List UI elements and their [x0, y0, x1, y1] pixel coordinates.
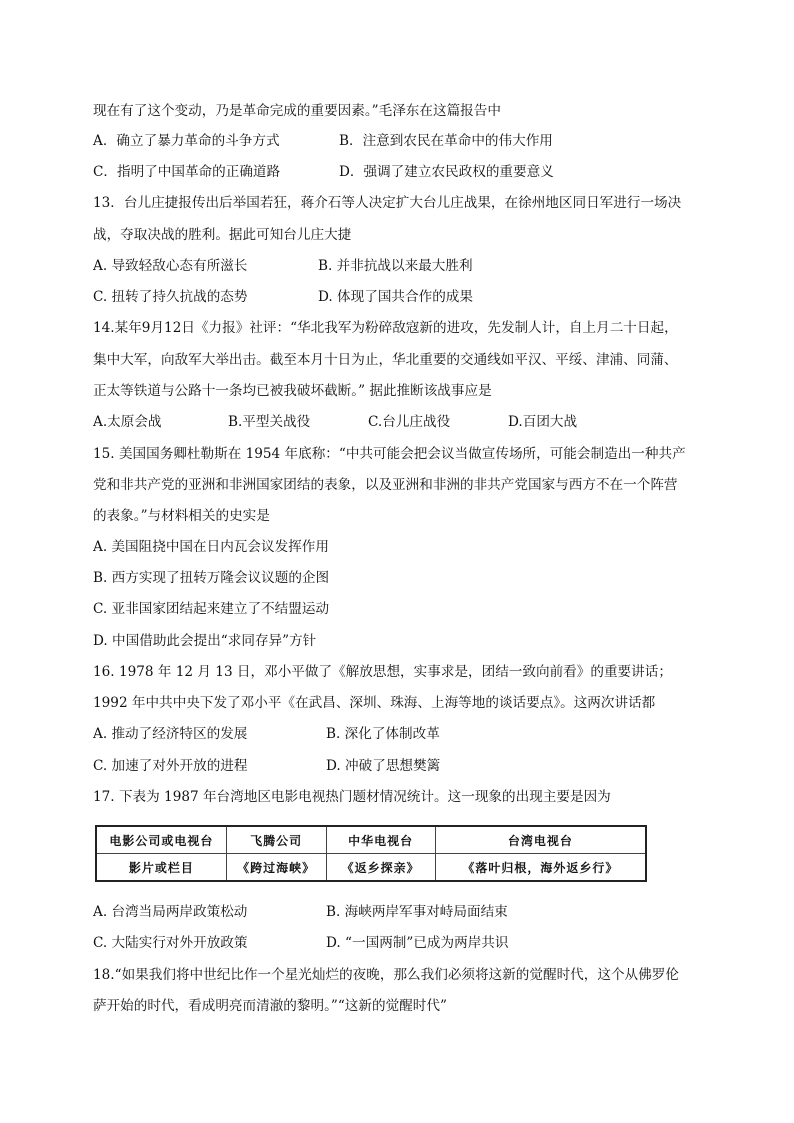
q16-option-d: D. 冲破了思想樊篱: [326, 758, 441, 774]
q16-option-c: C. 加速了对外开放的进程: [93, 758, 248, 774]
q14-option-a: A.太原会战: [93, 414, 162, 430]
q12-stem-tail: 现在有了这个变动，乃是革命完成的重要因素。”毛泽东在这篇报告中: [93, 103, 501, 119]
table-row: [96, 826, 646, 854]
table-cell: 台湾电视台: [435, 826, 646, 854]
q15-option-d: D. 中国借助此会提出“求同存异”方针: [93, 633, 317, 649]
q13-option-a: A. 导致轻敌心态有所滋长: [93, 258, 248, 274]
table-cell: 电影公司或电视台: [96, 826, 226, 854]
q15-stem-line3: 的表象。”与材料相关的史实是: [93, 508, 270, 524]
q15-option-b: B. 西方实现了扭转万隆会议议题的企图: [93, 570, 330, 586]
q15-stem-line2: 党和非共产党的亚洲和非洲国家团结的表象，以及亚洲和非洲的非共产党国家与西方不在一个阵营: [93, 477, 678, 493]
q14-stem-line3: 正太等铁道与公路十一条均已被我破坏截断。” 据此推断该战事应是: [93, 383, 492, 399]
table-cell: 《跨过海峡》: [226, 854, 326, 882]
q14-option-d: D.百团大战: [508, 414, 578, 430]
q17-data-table: [95, 825, 647, 882]
q15-option-c: C. 亚非国家团结起来建立了不结盟运动: [93, 601, 330, 617]
q16-option-b: B. 深化了体制改革: [326, 726, 440, 742]
q13-stem-line2: 战，夺取决战的胜利。据此可知台儿庄大捷: [93, 227, 352, 243]
q15-stem-line1: 15. 美国国务卿杜勒斯在 1954 年底称：“中共可能会把会议当做宣传场所，可能会制造出一种共产: [93, 446, 686, 462]
q18-stem-line2: 萨开始的时代，看成明亮而清澈的黎明。”“这新的觉醒时代”: [93, 998, 447, 1014]
q13-option-c: C. 扭转了持久抗战的态势: [93, 289, 248, 305]
q14-stem-line2: 集中大军，向敌军大举出击。截至本月十日为止，华北重要的交通线如平汉、平绥、津浦、同蒲、: [93, 352, 678, 368]
q18-stem-line1: 18.“如果我们将中世纪比作一个星光灿烂的夜晚，那么我们必须将这新的觉醒时代，这个从佛罗伦: [93, 967, 679, 983]
table-cell: 《落叶归根，海外返乡行》: [435, 854, 646, 882]
q12-option-b: B．注意到农民在革命中的伟大作用: [339, 133, 553, 149]
q16-stem-line1: 16. 1978 年 12 月 13 日，邓小平做了《解放思想，实事求是，团结一致向前看》的重要讲话；: [93, 664, 672, 680]
q17-option-b: B. 海峡两岸军事对峙局面结束: [326, 904, 508, 920]
q13-option-d: D. 体现了国共合作的成果: [318, 289, 473, 305]
q16-option-a: A. 推动了经济特区的发展: [93, 726, 248, 742]
table-cell: 飞腾公司: [226, 826, 326, 854]
q12-option-d: D．强调了建立农民政权的重要意义: [339, 164, 554, 180]
q17-option-d: D. “一国两制”已成为两岸共识: [326, 935, 509, 951]
table-cell: 《返乡探亲》: [326, 854, 435, 882]
q14-option-b: B.平型关战役: [228, 414, 311, 430]
table-row: [96, 854, 646, 882]
q14-option-c: C.台儿庄战役: [368, 414, 451, 430]
q17-option-a: A. 台湾当局两岸政策松动: [93, 904, 248, 920]
q13-stem-line1: 13．台儿庄捷报传出后举国若狂，蒋介石等人决定扩大台儿庄战果，在徐州地区同日军进行一场决: [93, 195, 682, 211]
table-cell: 影片或栏目: [96, 854, 226, 882]
q17-option-c: C. 大陆实行对外开放政策: [93, 935, 248, 951]
q17-stem: 17. 下表为 1987 年台湾地区电影电视热门题材情况统计。这一现象的出现主要是因为: [93, 789, 611, 805]
q16-stem-line2: 1992 年中共中央下发了邓小平《在武昌、深圳、珠海、上海等地的谈话要点》。这两次讲话都: [93, 695, 656, 711]
q14-stem-line1: 14.某年9月12日《力报》社评：“华北我军为粉碎敌寇新的进攻，先发制人计，自上月二十日起，: [93, 320, 678, 336]
q12-option-a: A．确立了暴力革命的斗争方式: [93, 133, 280, 149]
q15-option-a: A. 美国阻挠中国在日内瓦会议发挥作用: [93, 539, 329, 555]
table-cell: 中华电视台: [326, 826, 435, 854]
q12-option-c: C．指明了中国革命的正确道路: [93, 164, 281, 180]
q13-option-b: B. 并非抗战以来最大胜利: [318, 258, 473, 274]
